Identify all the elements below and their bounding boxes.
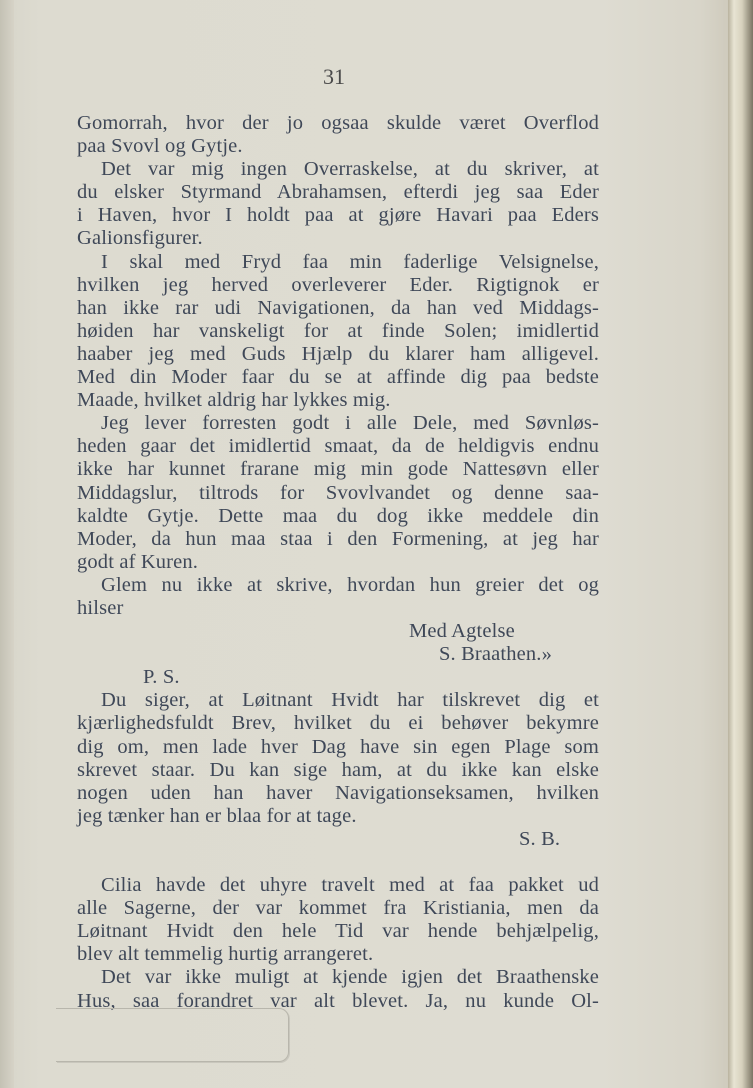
text-line: han ikke rar udi Navigationen, da han ved Middags- bbox=[77, 296, 599, 319]
text-line: dig om, men lade hver Dag have sin egen Plage som bbox=[77, 735, 599, 758]
text-line: høiden har vanskeligt for at finde Solen; imidlertid bbox=[77, 319, 599, 342]
text-line: Det var ikke muligt at kjende igjen det Braathenske bbox=[101, 966, 599, 989]
body-text bbox=[77, 112, 599, 1013]
text-line: hilser bbox=[77, 596, 124, 619]
text-line: kjærlighedsfuldt Brev, hvilket du ei behøver bekymre bbox=[77, 712, 599, 735]
text-line: Løitnant Hvidt den hele Tid var hende behjælpelig, bbox=[77, 920, 599, 943]
page-number: 31 bbox=[323, 64, 345, 89]
text-line: Du siger, at Løitnant Hvidt har tilskrevet dig et bbox=[101, 689, 599, 712]
text-line: Med din Moder faar du se at affinde dig paa bedste bbox=[77, 366, 599, 389]
text-line: Det var mig ingen Overraskelse, at du skriver, at bbox=[101, 158, 599, 181]
text-line: Middagslur, tiltrods for Svovlvandet og denne saa- bbox=[77, 481, 599, 504]
text-line: Hus, saa forandret var alt blevet. Ja, nu kunde Ol- bbox=[77, 989, 599, 1012]
text-line: alle Sagerne, der var kommet fra Kristiania, men da bbox=[77, 897, 599, 920]
text-line: P. S. bbox=[143, 666, 180, 689]
text-line: i Haven, hvor I holdt paa at gjøre Havari paa Eders bbox=[77, 204, 599, 227]
text-line: Cilia havde det uhyre travelt med at faa pakket ud bbox=[101, 874, 599, 897]
text-line: jeg tænker han er blaa for at tage. bbox=[77, 804, 357, 827]
text-line: du elsker Styrmand Abrahamsen, efterdi jeg saa Eder bbox=[77, 181, 599, 204]
text-line: paa Svovl og Gytje. bbox=[77, 135, 243, 158]
text-line: skrevet staar. Du kan sige ham, at du ikke kan elske bbox=[77, 758, 599, 781]
text-line: nogen uden han haver Navigationseksamen, hvilken bbox=[77, 781, 599, 804]
text-line: kaldte Gytje. Dette maa du dog ikke meddele din bbox=[77, 504, 599, 527]
text-line: ikke har kunnet frarane mig min gode Nattesøvn eller bbox=[77, 458, 599, 481]
text-line: Glem nu ikke at skrive, hvordan hun greier det og bbox=[101, 573, 599, 596]
text-line: Moder, da hun maa staa i den Formening, at jeg har bbox=[77, 527, 599, 550]
text-line: heden gaar det imidlertid smaat, da de heldigvis endnu bbox=[77, 435, 599, 458]
text-line: S. Braathen.» bbox=[439, 643, 552, 666]
text-line: Med Agtelse bbox=[409, 620, 515, 643]
text-line: S. B. bbox=[519, 827, 561, 850]
text-line: blev alt temmelig hurtig arrangeret. bbox=[77, 943, 374, 966]
text-line: Jeg lever forresten godt i alle Dele, med Søvnløs- bbox=[101, 412, 599, 435]
text-line bbox=[77, 851, 599, 874]
text-line: hvilken jeg herved overleverer Eder. Rigtignok er bbox=[77, 273, 599, 296]
text-line: Galionsfigurer. bbox=[77, 227, 203, 250]
text-line: I skal med Fryd faa min faderlige Velsignelse, bbox=[101, 250, 599, 273]
text-line: haaber jeg med Guds Hjælp du klarer ham alligevel. bbox=[77, 342, 599, 365]
binding-edge bbox=[0, 0, 14, 1088]
text-line: godt af Kuren. bbox=[77, 550, 199, 573]
text-line: Maade, hvilket aldrig har lykkes mig. bbox=[77, 389, 391, 412]
text-line: Gomorrah, hvor der jo ogsaa skulde været Overflod bbox=[77, 112, 599, 134]
library-stamp-outline bbox=[56, 1008, 289, 1062]
page-stack-edge bbox=[728, 0, 753, 1088]
